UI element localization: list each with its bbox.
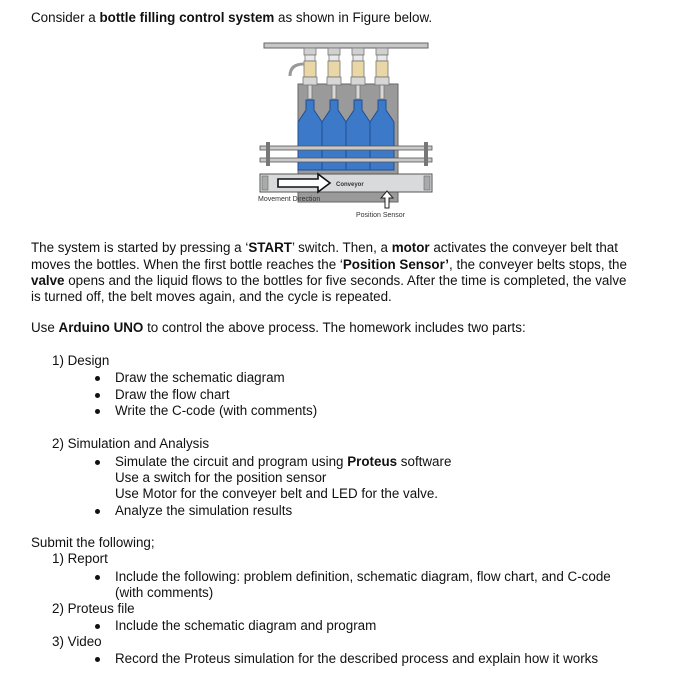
para1-line-2: moves the bottles. When the first bottle reaches the ‘Position Sensor’, the conveyer belts stops, the — [31, 257, 627, 272]
bullet-icon — [95, 624, 100, 629]
para1-line-3: valve opens and the liquid flows to the bottles for five seconds. After the time is completed, the valve — [31, 273, 627, 288]
video-item: Record the Proteus simulation for the described process and explain how it works — [115, 651, 599, 666]
top-rail — [264, 43, 428, 48]
part2-heading: 2) Simulation and Analysis — [52, 436, 210, 451]
part1-item-2: Draw the flow chart — [115, 387, 230, 402]
part1-item-1: Draw the schematic diagram — [115, 370, 285, 385]
part1-item-3: Write the C-code (with comments) — [115, 403, 318, 418]
submit-proteus: 2) Proteus file — [52, 601, 135, 616]
bullet-icon — [95, 509, 100, 514]
bullet-icon — [95, 460, 100, 465]
movement-direction-label: Movement Direction — [258, 196, 321, 203]
part2-item-2: Analyze the simulation results — [115, 503, 293, 518]
proteus-item: Include the schematic diagram and program — [115, 618, 377, 633]
para1-line-4: is turned off, the belt moves again, and the cycle is repeated. — [31, 289, 392, 304]
conveyor-label: Conveyor — [336, 182, 364, 188]
inlet-pipe — [290, 64, 304, 76]
position-sensor-label: Position Sensor — [356, 212, 406, 219]
bullet-icon — [95, 575, 100, 580]
bullet-icon — [95, 657, 100, 662]
bullet-icon — [95, 393, 100, 398]
para1-line-1: The system is started by pressing a ‘START’ switch. Then, a motor activates the conveyer belt that — [31, 240, 618, 255]
para2-line: Use Arduino UNO to control the above process. The homework includes two parts: — [31, 320, 526, 335]
bottle-filling-figure — [250, 36, 440, 228]
guide-rail-bottom — [260, 158, 432, 162]
report-item-line-1: Include the following: problem definition, schematic diagram, flow chart, and C-code — [115, 569, 611, 584]
report-item-line-2: (with comments) — [115, 585, 214, 600]
part2-sub-2: Use Motor for the conveyer belt and LED for the valve. — [115, 486, 439, 501]
intro-bold: bottle filling control system — [99, 10, 275, 25]
bullet-icon — [95, 409, 100, 414]
part1-heading: 1) Design — [52, 353, 110, 368]
intro-line: Consider a bottle filling control system as shown in Figure below. — [31, 10, 433, 25]
submit-report: 1) Report — [52, 551, 108, 566]
guide-rail-top — [260, 146, 432, 150]
submit-video: 3) Video — [52, 634, 102, 649]
part2-sub-1: Use a switch for the position sensor — [115, 470, 327, 485]
submit-heading: Submit the following; — [31, 535, 155, 550]
part2-item-1: Simulate the circuit and program using Proteus software — [115, 454, 452, 469]
bullet-icon — [95, 376, 100, 381]
